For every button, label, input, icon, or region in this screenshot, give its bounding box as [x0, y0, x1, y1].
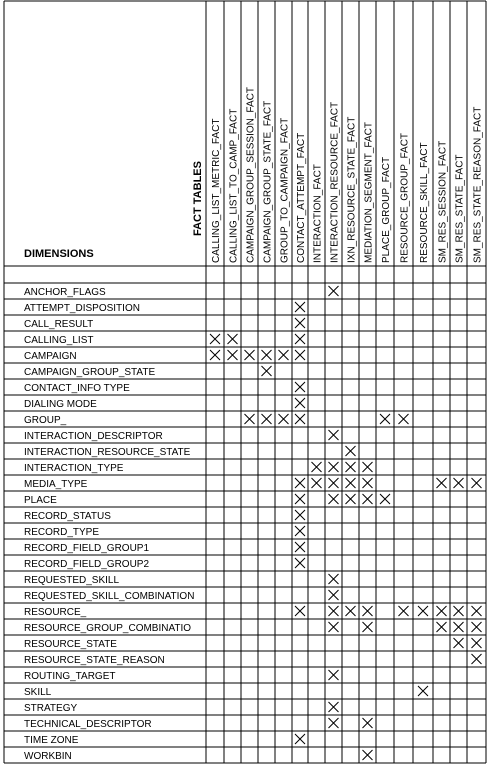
fact-tables-header: FACT TABLES [192, 161, 204, 236]
fact-table-label: RESOURCE_SKILL_FACT [419, 142, 430, 263]
relationship-mark [329, 462, 339, 472]
relationship-mark [295, 526, 305, 536]
dimension-label: MEDIA_TYPE [24, 479, 88, 490]
relationship-mark [295, 510, 305, 520]
dimension-label: SKILL [24, 687, 52, 698]
fact-table-label: GROUP_TO_CAMPAIGN_FACT [279, 117, 291, 263]
fact-table-label: CALLING_LIST_TO_CAMP_FACT [228, 108, 240, 263]
fact-table-label: SM_RES_STATE_FACT [454, 154, 466, 263]
relationship-mark [437, 622, 447, 632]
dimension-label: REQUESTED_SKILL [24, 575, 120, 586]
relationship-mark [329, 478, 339, 488]
relationship-mark [363, 462, 373, 472]
dimension-label: REQUESTED_SKILL_COMBINATION [24, 591, 195, 602]
relationship-mark [363, 478, 373, 488]
relationship-mark [329, 606, 339, 616]
dimensions-header: DIMENSIONS [24, 248, 94, 260]
relationship-mark [262, 414, 272, 424]
relationship-mark [295, 478, 305, 488]
relationship-mark [329, 718, 339, 728]
fact-table-label: RESOURCE_GROUP_FACT [399, 132, 411, 263]
relationship-mark [295, 606, 305, 616]
dimension-label: STRATEGY [24, 703, 78, 714]
relationship-mark [295, 734, 305, 744]
relationship-mark [245, 414, 255, 424]
fact-table-label: MEDIATION_SEGMENT_FACT [363, 122, 375, 263]
fact-table-label: INTERACTION_RESOURCE_FACT [329, 101, 341, 263]
relationship-mark [472, 654, 482, 664]
fact-table-label: CONTACT_ATTEMPT_FACT [296, 132, 307, 263]
dimension-label: RESOURCE_STATE [24, 639, 117, 650]
relationship-mark [329, 622, 339, 632]
relationship-mark [472, 606, 482, 616]
relationship-mark [228, 334, 238, 344]
relationship-mark [295, 318, 305, 328]
relationship-mark [380, 494, 390, 504]
dimension-label: INTERACTION_RESOURCE_STATE [24, 447, 191, 458]
relationship-mark [363, 622, 373, 632]
dimension-label: INTERACTION_TYPE [24, 463, 124, 474]
fact-table-label: IXN_RESOURCE_STATE_FACT [346, 116, 358, 263]
relationship-mark [363, 750, 373, 760]
relationship-mark [329, 702, 339, 712]
fact-table-label: SM_RES_SESSION_FACT [437, 140, 449, 263]
relationship-mark [329, 286, 339, 296]
dimension-label: RECORD_FIELD_GROUP2 [24, 559, 150, 570]
dimension-label: WORKBIN [24, 751, 72, 762]
relationship-mark [295, 542, 305, 552]
relationship-mark [418, 606, 428, 616]
relationship-mark [228, 350, 238, 360]
relationship-mark [262, 366, 272, 376]
relationship-mark [346, 446, 356, 456]
relationship-mark [454, 622, 464, 632]
relationship-mark [437, 478, 447, 488]
relationship-mark [329, 670, 339, 680]
dimension-label: RESOURCE_GROUP_COMBINATIO [24, 623, 192, 634]
fact-table-label: CALLING_LIST_METRIC_FACT [211, 118, 222, 263]
relationship-mark [279, 350, 289, 360]
relationship-mark [295, 398, 305, 408]
relationship-mark [472, 638, 482, 648]
relationship-mark [210, 350, 220, 360]
dimension-label: CONTACT_INFO TYPE [24, 383, 130, 394]
dimension-label: ATTEMPT_DISPOSITION [24, 303, 140, 314]
dimension-label: CALLING_LIST [24, 335, 94, 346]
fact-table-label: SM_RES_STATE_REASON_FACT [472, 106, 484, 263]
fact-table-label: CAMPAIGN_GROUP_STATE_FACT [262, 100, 274, 263]
relationship-mark [295, 334, 305, 344]
relationship-mark [329, 574, 339, 584]
relationship-mark [454, 638, 464, 648]
relationship-mark [437, 606, 447, 616]
relationship-mark [295, 302, 305, 312]
relationship-mark [399, 606, 409, 616]
dimension-label: INTERACTION_DESCRIPTOR [24, 431, 163, 442]
relationship-mark [472, 478, 482, 488]
fact-table-label: PLACE_GROUP_FACT [381, 156, 392, 263]
relationship-mark [346, 478, 356, 488]
relationship-mark [363, 494, 373, 504]
relationship-mark [363, 718, 373, 728]
relationship-mark [245, 350, 255, 360]
dimension-label: RESOURCE_STATE_REASON [24, 655, 165, 666]
relationship-mark [295, 414, 305, 424]
relationship-mark [346, 606, 356, 616]
dimension-label: CAMPAIGN [24, 351, 77, 362]
dimension-label: TECHNICAL_DESCRIPTOR [24, 719, 152, 730]
dimension-label: RECORD_FIELD_GROUP1 [24, 543, 150, 554]
relationship-mark [295, 558, 305, 568]
fact-table-label: CAMPAIGN_GROUP_SESSION_FACT [245, 87, 257, 263]
dimension-label: ANCHOR_FLAGS [24, 287, 106, 298]
dimension-label: RESOURCE_ [24, 607, 87, 618]
relationship-mark [312, 478, 322, 488]
relationship-mark [363, 606, 373, 616]
relationship-mark [380, 414, 390, 424]
dimension-label: TIME ZONE [24, 735, 79, 746]
relationship-mark [454, 478, 464, 488]
fact-table-label: INTERACTION_FACT [312, 164, 324, 263]
dimension-label: DIALING MODE [24, 399, 97, 410]
relationship-mark [295, 382, 305, 392]
relationship-mark [329, 494, 339, 504]
relationship-mark [262, 350, 272, 360]
relationship-mark [472, 622, 482, 632]
relationship-mark [329, 590, 339, 600]
dimension-label: PLACE [24, 495, 57, 506]
relationship-mark [210, 334, 220, 344]
relationship-mark [346, 494, 356, 504]
relationship-mark [295, 494, 305, 504]
relationship-mark [454, 606, 464, 616]
relationship-mark [312, 462, 322, 472]
relationship-mark [329, 430, 339, 440]
dimension-label: CALL_RESULT [24, 319, 94, 330]
relationship-mark [295, 350, 305, 360]
dimension-label: CAMPAIGN_GROUP_STATE [24, 367, 156, 378]
relationship-mark [279, 414, 289, 424]
fact-table-column-labels [211, 87, 484, 263]
relationship-mark [418, 686, 428, 696]
dimension-label: RECORD_TYPE [24, 527, 100, 538]
dimension-label: GROUP_ [24, 415, 67, 426]
relationship-mark [399, 414, 409, 424]
dimension-rows [24, 287, 194, 762]
relationship-mark [346, 462, 356, 472]
dimension-label: ROUTING_TARGET [24, 671, 116, 682]
dimension-label: RECORD_STATUS [24, 511, 111, 522]
